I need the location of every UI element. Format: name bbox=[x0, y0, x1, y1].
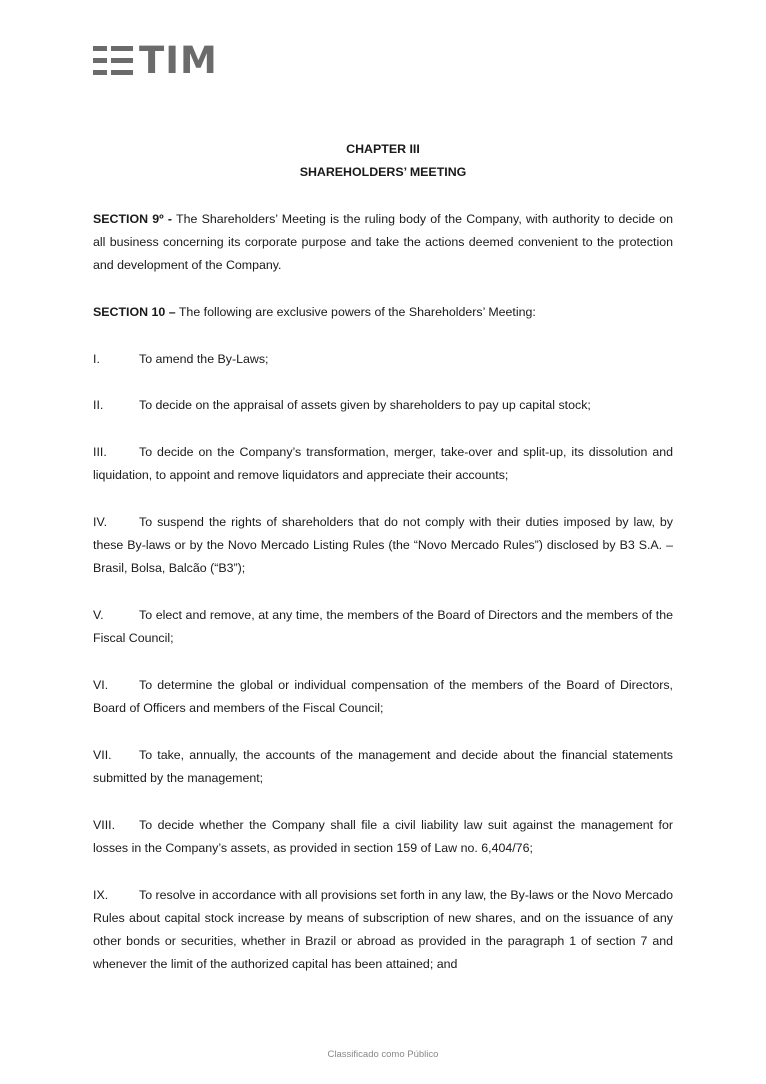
logo-bars-icon bbox=[93, 45, 133, 77]
section-10-label: SECTION 10 – bbox=[93, 305, 176, 320]
item-number: V. bbox=[93, 607, 104, 622]
section-9-label: SECTION 9º - bbox=[93, 211, 173, 226]
item-text: To elect and remove, at any time, the members of the Board of Directors and the members of the Fiscal Council; bbox=[93, 607, 673, 646]
list-item bbox=[93, 511, 673, 581]
list-item bbox=[93, 441, 673, 488]
chapter-title: SHAREHOLDERS’ MEETING bbox=[299, 165, 467, 180]
item-text: To take, annually, the accounts of the management and decide about the financial statements submitted by the management; bbox=[93, 747, 673, 786]
list-item bbox=[93, 348, 673, 371]
list-item bbox=[93, 814, 673, 861]
item-number: III. bbox=[93, 444, 107, 459]
item-text: To suspend the rights of shareholders that do not comply with their duties imposed by law, by these By-laws or by the Novo Mercado Listing Rules (the “Novo Mercado Rules”) disclosed by B3 S.A. – Brasil, Bolsa, Balcão (“B3”); bbox=[93, 514, 673, 576]
section-10-paragraph bbox=[93, 301, 673, 324]
tim-logo bbox=[93, 39, 218, 82]
section-9-paragraph bbox=[93, 208, 673, 278]
chapter-number: CHAPTER III bbox=[346, 142, 420, 156]
item-number: VIII. bbox=[93, 817, 116, 832]
list-item bbox=[93, 884, 673, 977]
item-number: VII. bbox=[93, 747, 112, 762]
document-body bbox=[93, 138, 673, 1000]
item-text: To amend the By-Laws; bbox=[139, 351, 269, 366]
item-text: To resolve in accordance with all provisions set forth in any law, the By-laws or the Novo Mercado Rules about capital stock increase by means of subscription of new shares, and on the issuance of any other bonds or securities, whether in Brazil or abroad as provided in the paragraph 1 of section 7 and whenever the limit of the authorized capital has been attained; and bbox=[93, 887, 673, 972]
item-text: To decide whether the Company shall file a civil liability law suit against the management for losses in the Company’s assets, as provided in section 159 of Law no. 6,404/76; bbox=[93, 817, 673, 855]
item-number: II. bbox=[93, 398, 104, 413]
item-number: IX. bbox=[93, 887, 109, 902]
item-number: VI. bbox=[93, 677, 109, 692]
logo-text: TIM bbox=[139, 39, 218, 82]
item-text: To decide on the appraisal of assets given by shareholders to pay up capital stock; bbox=[139, 398, 591, 413]
item-text: To decide on the Company’s transformation, merger, take-over and split-up, its dissolution and liquidation, to appoint and remove liquidators and appreciate their accounts; bbox=[93, 444, 673, 483]
section-9-text: The Shareholders’ Meeting is the ruling body of the Company, with authority to decide on all business concerning its corporate purpose and take the actions deemed convenient to the protection and development of the Company. bbox=[93, 211, 674, 273]
classification-footer: Classificado como Público bbox=[327, 1049, 439, 1060]
item-number: I. bbox=[93, 351, 100, 366]
list-item bbox=[93, 744, 673, 791]
list-item bbox=[93, 604, 673, 651]
item-number: IV. bbox=[93, 514, 108, 529]
section-10-text: The following are exclusive powers of the Shareholders’ Meeting: bbox=[175, 305, 536, 320]
list-item bbox=[93, 394, 673, 417]
item-text: To determine the global or individual compensation of the members of the Board of Directors, Board of Officers and members of the Fiscal Council; bbox=[93, 677, 673, 716]
list-item bbox=[93, 674, 673, 721]
